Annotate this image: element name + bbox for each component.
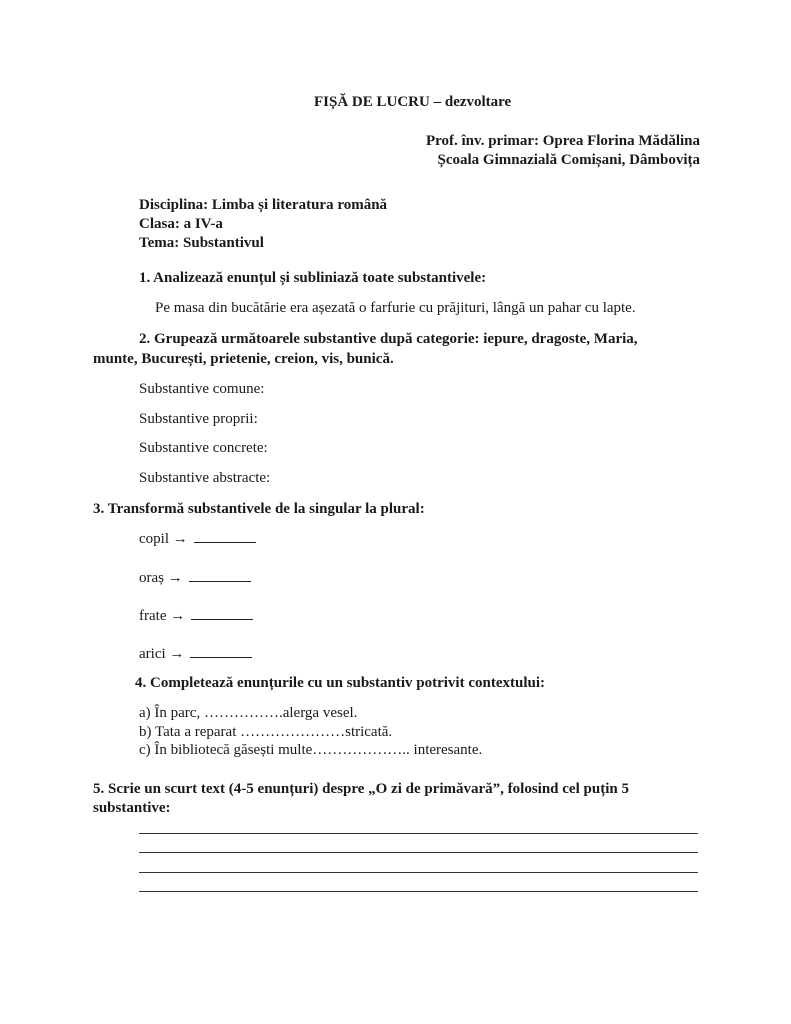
school-name: Școala Gimnazială Comișani, Dâmbovița xyxy=(437,152,700,168)
grade-label: Clasa: a IV-a xyxy=(139,216,223,232)
exercise-2-instruction-line2: munte, București, prietenie, creion, vis, bunică. xyxy=(93,351,394,367)
topic-label: Tema: Substantivul xyxy=(139,235,264,251)
teacher-name: Prof. înv. primar: Oprea Florina Mădălina xyxy=(425,133,700,149)
exercise-4-instruction: 4. Completează enunțurile cu un substantiv potrivit contextului: xyxy=(135,675,546,691)
exercise-1-sentence: Pe masa din bucătărie era așezată o farfurie cu prăjituri, lângă un pahar cu lapte. xyxy=(155,300,636,316)
subject-label: Disciplina: Limba și literatura română xyxy=(139,197,388,213)
plural-word: frate → xyxy=(139,608,186,624)
answer-blank[interactable] xyxy=(194,529,256,543)
category-proper: Substantive proprii: xyxy=(139,411,258,427)
exercise-5-instruction-line2: substantive: xyxy=(93,800,171,816)
plural-word: copil → xyxy=(139,531,188,547)
category-common: Substantive comune: xyxy=(139,381,265,397)
fill-sentence-c: c) În bibliotecă găsești multe……………….. interesante. xyxy=(139,742,483,758)
exercise-5-instruction-line1: 5. Scrie un scurt text (4-5 enunțuri) despre „O zi de primăvară”, folosind cel puțin 5 xyxy=(93,781,629,797)
plural-item xyxy=(139,644,252,663)
worksheet-title: FIȘĂ DE LUCRU – dezvoltare xyxy=(314,94,512,110)
answer-blank[interactable] xyxy=(191,606,253,620)
category-abstract: Substantive abstracte: xyxy=(139,470,271,486)
exercise-2-instruction-line1: 2. Grupează următoarele substantive după categorie: iepure, dragoste, Maria, xyxy=(139,331,638,347)
exercise-1-instruction: 1. Analizează enunțul și subliniază toate substantivele: xyxy=(139,270,487,286)
plural-word: arici → xyxy=(139,646,185,662)
plural-item xyxy=(139,529,256,548)
plural-item xyxy=(139,606,253,625)
exercise-3-instruction: 3. Transformă substantivele de la singular la plural: xyxy=(93,501,425,517)
fill-sentence-a: a) În parc, …………….alerga vesel. xyxy=(139,705,358,721)
answer-blank[interactable] xyxy=(190,644,252,658)
answer-blank[interactable] xyxy=(189,568,251,582)
writing-line[interactable] xyxy=(139,833,698,834)
writing-line[interactable] xyxy=(139,852,698,853)
plural-word: oraș → xyxy=(139,570,183,586)
fill-sentence-b: b) Tata a reparat …………………stricată. xyxy=(139,724,393,740)
category-concrete: Substantive concrete: xyxy=(139,440,268,456)
writing-line[interactable] xyxy=(139,872,698,873)
plural-item xyxy=(139,568,251,587)
writing-line[interactable] xyxy=(139,891,698,892)
